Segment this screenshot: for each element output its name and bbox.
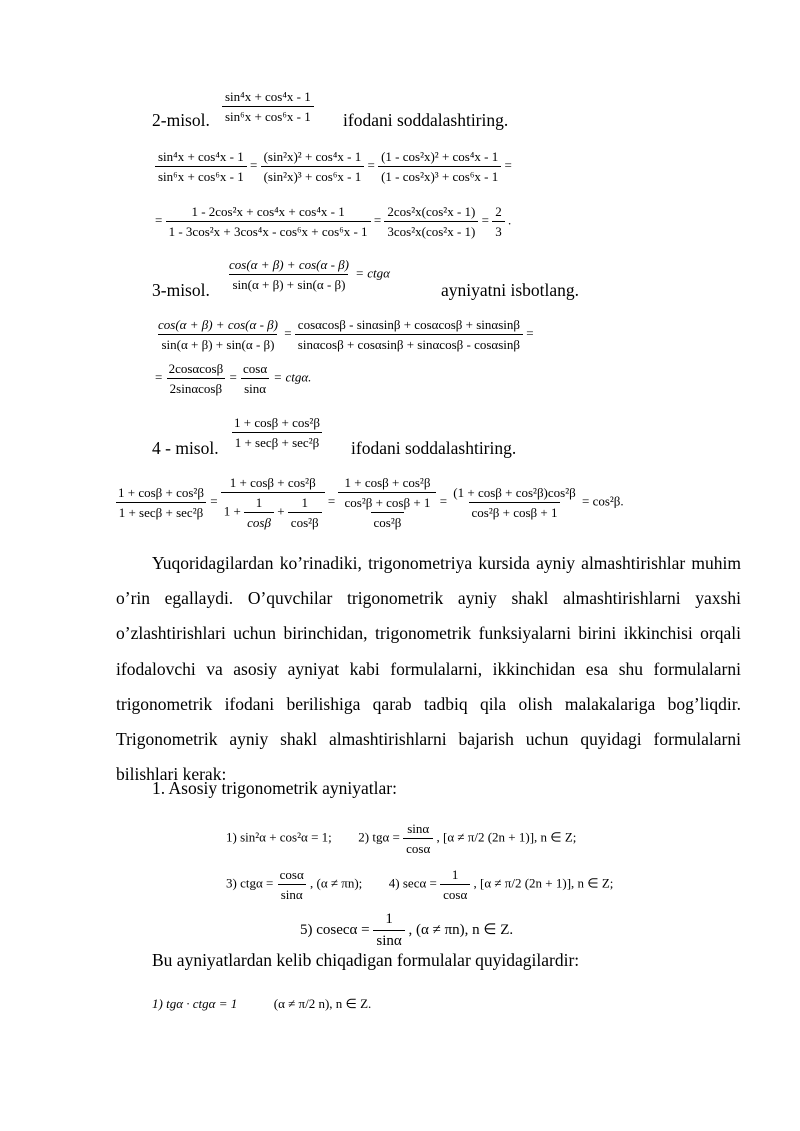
ex3-l1-a-den: sin(α + β) + sin(α - β)	[158, 334, 277, 351]
formula-4-den: cosα	[440, 884, 470, 901]
ex3-l2-a-den: 2sinαcosβ	[167, 378, 225, 395]
ex3-line2: = $\frac{2\cos\alpha\cos\beta}{2\sin\alpha\cos\beta}$ = $\frac{\cos\alpha}{\sin\alpha}$ = ctgα.	[155, 361, 312, 396]
ex3-expr-rhs: = ctgα	[355, 265, 390, 281]
formula-row-2	[226, 868, 613, 901]
formula-4-pre: 4) secα =	[388, 875, 437, 891]
ex3-l2-a-num: 2cosαcosβ	[168, 361, 224, 376]
ex4-l1-b-f1-num: 1	[255, 495, 263, 510]
ex4-expr-den: 1 + secβ + sec²β	[232, 432, 323, 449]
ex4-l1-c-num: 1 + cosβ + cos²β	[344, 475, 431, 490]
ex4-l1-d-den: cos²β + cosβ + 1	[469, 502, 561, 519]
ex2-line1: $\frac{\text{sin⁴x + cos⁴x - 1}}{\text{sin⁶x + cos⁶x - 1}}$ = $\frac{\text{(sin²x)² + cos⁴x - 1}}{\text{(sin²x)³ + cos⁶x - 1}}$ = $\frac{\text{(1 - cos²x)² + cos⁴x - 1}}{\text{(1 - cos²x)³ + cos⁶x - 1}}$ =	[155, 150, 512, 183]
formula-2-num: sinα	[407, 821, 430, 836]
ex3-l1-b-num: cosαcosβ - sinαsinβ + cosαcosβ + sinαsinβ	[297, 317, 520, 332]
ex2-l2-c-num: 2	[495, 204, 502, 219]
ex4-label: 4 - misol.	[152, 438, 219, 458]
ex4-l1-c-den-den: cos²β	[371, 512, 405, 529]
formula-4-post: , [α ≠ π/2 (2n + 1)], n ∈ Z;	[473, 875, 614, 891]
formula-2-den: cosα	[403, 838, 433, 855]
ex2-l2-a-num: 1 - 2cos²x + cos⁴x + cos⁴x - 1	[191, 204, 345, 219]
ex3-label: 3-misol.	[152, 280, 210, 300]
ex4-l1-b-num: 1 + cosβ + cos²β	[229, 475, 316, 490]
derived-1-cond: (α ≠ π/2 n), n ∈ Z.	[273, 996, 372, 1011]
ex4-l1-b-f2-num: 1	[301, 495, 308, 510]
ex3-l1-b-den: sinαcosβ + cosαsinβ + sinαcosβ - cosαsinβ	[295, 334, 523, 351]
ex2-l2-b-den: 3cos²x(cos²x - 1)	[384, 221, 478, 238]
ex2-l1-a-num: sin⁴x + cos⁴x - 1	[158, 149, 244, 164]
ex3-expression	[226, 258, 390, 291]
list-heading: 1. Asosiy trigonometrik ayniyatlar:	[152, 778, 397, 798]
derived-heading: Bu ayniyatlardan kelib chiqadigan formulalar quyidagilardir:	[152, 950, 580, 970]
formula-1: 1) sin²α + cos²α = 1;	[226, 829, 332, 845]
ex4-line1: $\frac{\text{1 + cosβ + cos²β}}{\text{1 + secβ + sec²β}}$ = 1 + cosβ + cos²β 1 + $\frac{1}{\cos\beta}$ + $\frac{1}{\text{cos²β}}$ = $\frac{\text{1 + cosβ + cos²β}}{\frac{\text{cos²β + cosβ + 1}}{\text{cos²β}}}$ = $\frac{\text{(1 + cosβ + cos²β)cos²β}}{\text{cos²β + cosβ + 1}}$ = cos²β.	[115, 476, 624, 529]
ex2-l1-a-den: sin⁶x + cos⁶x - 1	[155, 166, 247, 183]
formula-3-post: , (α ≠ πn);	[310, 875, 363, 891]
ex3-l1-a-num: cos(α + β) + cos(α - β)	[158, 317, 278, 332]
paragraph-text: Yuqoridagilardan ko’rinadiki, trigonometriya kursida ayniy almashtirishlar muhim o’rin egallaydi. O’quvchilar trigonometrik ayniy shakl almashtirishlarni yaxshi o’zlashtirishlari uchun birinchidan, trigonometrik funksiyalarni birini ikkinchisi orqali ifodalovchi va asosiy ayniyat kabi formulalarni, ikkinchidan esa shu formulalarni trigonometrik ifodani berilishiga qarab tadbiq qila olish malakalariga bog’liqdir. Trigonometrik ayniy shakl almashtirishlarni bajarish uchun quyidagi formulalarni bilishlari kerak:	[116, 553, 741, 785]
ex2-l2-c-den: 3	[492, 221, 505, 238]
derived-row-1	[152, 997, 371, 1010]
ex2-l1-b-num: (sin²x)² + cos⁴x - 1	[263, 149, 362, 164]
formula-5-post: , (α ≠ πn), n ∈ Z.	[408, 921, 514, 938]
derived-1: 1) tgα · ctgα = 1	[152, 996, 238, 1011]
ex2-label: 2-misol.	[152, 110, 210, 130]
formula-5-pre: 5) cosecα =	[300, 921, 370, 938]
ex3-l2-c: = ctgα.	[273, 369, 312, 385]
formula-row-3	[300, 912, 513, 949]
ex4-l1-c-den-num: cos²β + cosβ + 1	[344, 495, 431, 510]
formula-3-pre: 3) ctgα =	[226, 875, 274, 891]
ex2-l1-b-den: (sin²x)³ + cos⁶x - 1	[261, 166, 365, 183]
formula-2-pre: 2) tgα =	[358, 829, 400, 845]
ex4-instruction: ifodani soddalashtiring.	[351, 438, 517, 458]
ex2-expr-num: sin⁴x + cos⁴x - 1	[225, 89, 311, 104]
ex2-l2-a-den: 1 - 3cos²x + 3cos⁴x - cos⁶x + cos⁶x - 1	[166, 221, 371, 238]
ex2-instruction: ifodani soddalashtiring.	[343, 110, 509, 130]
ex4-expression	[231, 416, 323, 449]
ex3-line1: $\frac{\cos(\alpha + \beta) + \cos(\alpha - \beta)}{\sin(\alpha + \beta) + \sin(\alpha - \beta)}$ = $\frac{\cos\alpha\cos\beta - \sin\alpha\sin\beta + \cos\alpha\cos\beta + \sin\alpha\sin\beta}{\sin\alpha\cos\beta + \cos\alpha\sin\beta + \sin\alpha\cos\beta - \cos\alpha\sin\beta}$ =	[155, 318, 534, 351]
ex2-l2-b-num: 2cos²x(cos²x - 1)	[387, 204, 476, 219]
ex4-l1-a-den: 1 + secβ + sec²β	[116, 502, 207, 519]
ex4-l1-e: = cos²β.	[581, 493, 624, 509]
ex2-expr-den: sin⁶x + cos⁶x - 1	[222, 106, 314, 123]
ex3-l2-b-num: cosα	[243, 361, 268, 376]
formula-3-num: cosα	[279, 867, 304, 882]
ex3-expr-num: cos(α + β) + cos(α - β)	[229, 257, 349, 272]
formula-row-1	[226, 822, 576, 855]
ex3-instruction: ayniyatni isbotlang.	[441, 280, 580, 300]
ex2-expression	[222, 90, 314, 123]
ex4-expr-num: 1 + cosβ + cos²β	[234, 415, 320, 430]
formula-4-num: 1	[451, 867, 459, 882]
ex3-l2-b-den: sinα	[241, 378, 269, 395]
formula-5-num: 1	[385, 911, 393, 927]
ex3-expr-den: sin(α + β) + sin(α - β)	[229, 274, 348, 291]
ex2-l1-c-num: (1 - cos²x)² + cos⁴x - 1	[381, 149, 499, 164]
formula-2-post: , [α ≠ π/2 (2n + 1)], n ∈ Z;	[436, 829, 577, 845]
ex4-l1-b-f1-den: cosβ	[244, 512, 274, 529]
ex2-line2: = $\frac{\text{1 - 2cos²x + cos⁴x + cos⁴x - 1}}{\text{1 - 3cos²x + 3cos⁴x - cos⁶x + cos⁶x - 1}}$ = $\frac{\text{2cos²x(cos²x - 1)}}{\text{3cos²x(cos²x - 1)}}$ = $\frac{2}{3}$ .	[155, 204, 512, 239]
ex4-l1-a-num: 1 + cosβ + cos²β	[118, 485, 204, 500]
ex4-l1-b-den-one: 1 +	[223, 503, 241, 519]
ex4-l1-c-den	[338, 492, 436, 529]
body-paragraph	[116, 546, 741, 792]
ex2-l1-c-den: (1 - cos²x)³ + cos⁶x - 1	[378, 166, 501, 183]
ex4-l1-b-plus: +	[277, 503, 285, 519]
formula-5-den: sinα	[373, 930, 404, 949]
ex4-l1-b-den	[221, 492, 325, 529]
formula-3-den: sinα	[278, 884, 306, 901]
ex4-l1-d-num: (1 + cosβ + cos²β)cos²β	[453, 485, 576, 500]
ex4-l1-b-f2-den: cos²β	[288, 512, 322, 529]
